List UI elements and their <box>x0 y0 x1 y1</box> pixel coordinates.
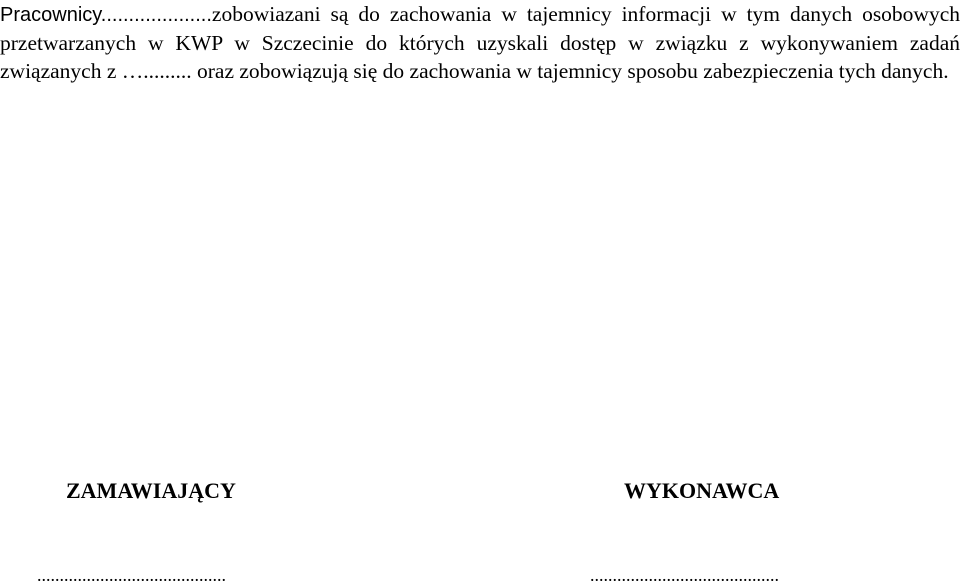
contractor-heading: WYKONAWCA <box>624 478 780 503</box>
contractor-signature-line: .......................................... <box>590 565 779 585</box>
confidentiality-clause <box>0 0 960 85</box>
ordering-party-heading: ZAMAWIAJĄCY <box>66 478 236 503</box>
clause-body: zobowiazani są do zachowania w tajemnicy informacji w tym danych osobowych przetwarzanych w KWP w Szczecinie do których uzyskali dostęp w związku z wykonywaniem zadań związanych z …......... oraz zobowiązują się do zachowania w tajemnicy sposobu zabezpieczenia tych danych. <box>0 2 960 83</box>
clause-lead: Pracownicy.................... <box>0 4 212 26</box>
ordering-party-signature-line: .......................................... <box>37 565 226 585</box>
